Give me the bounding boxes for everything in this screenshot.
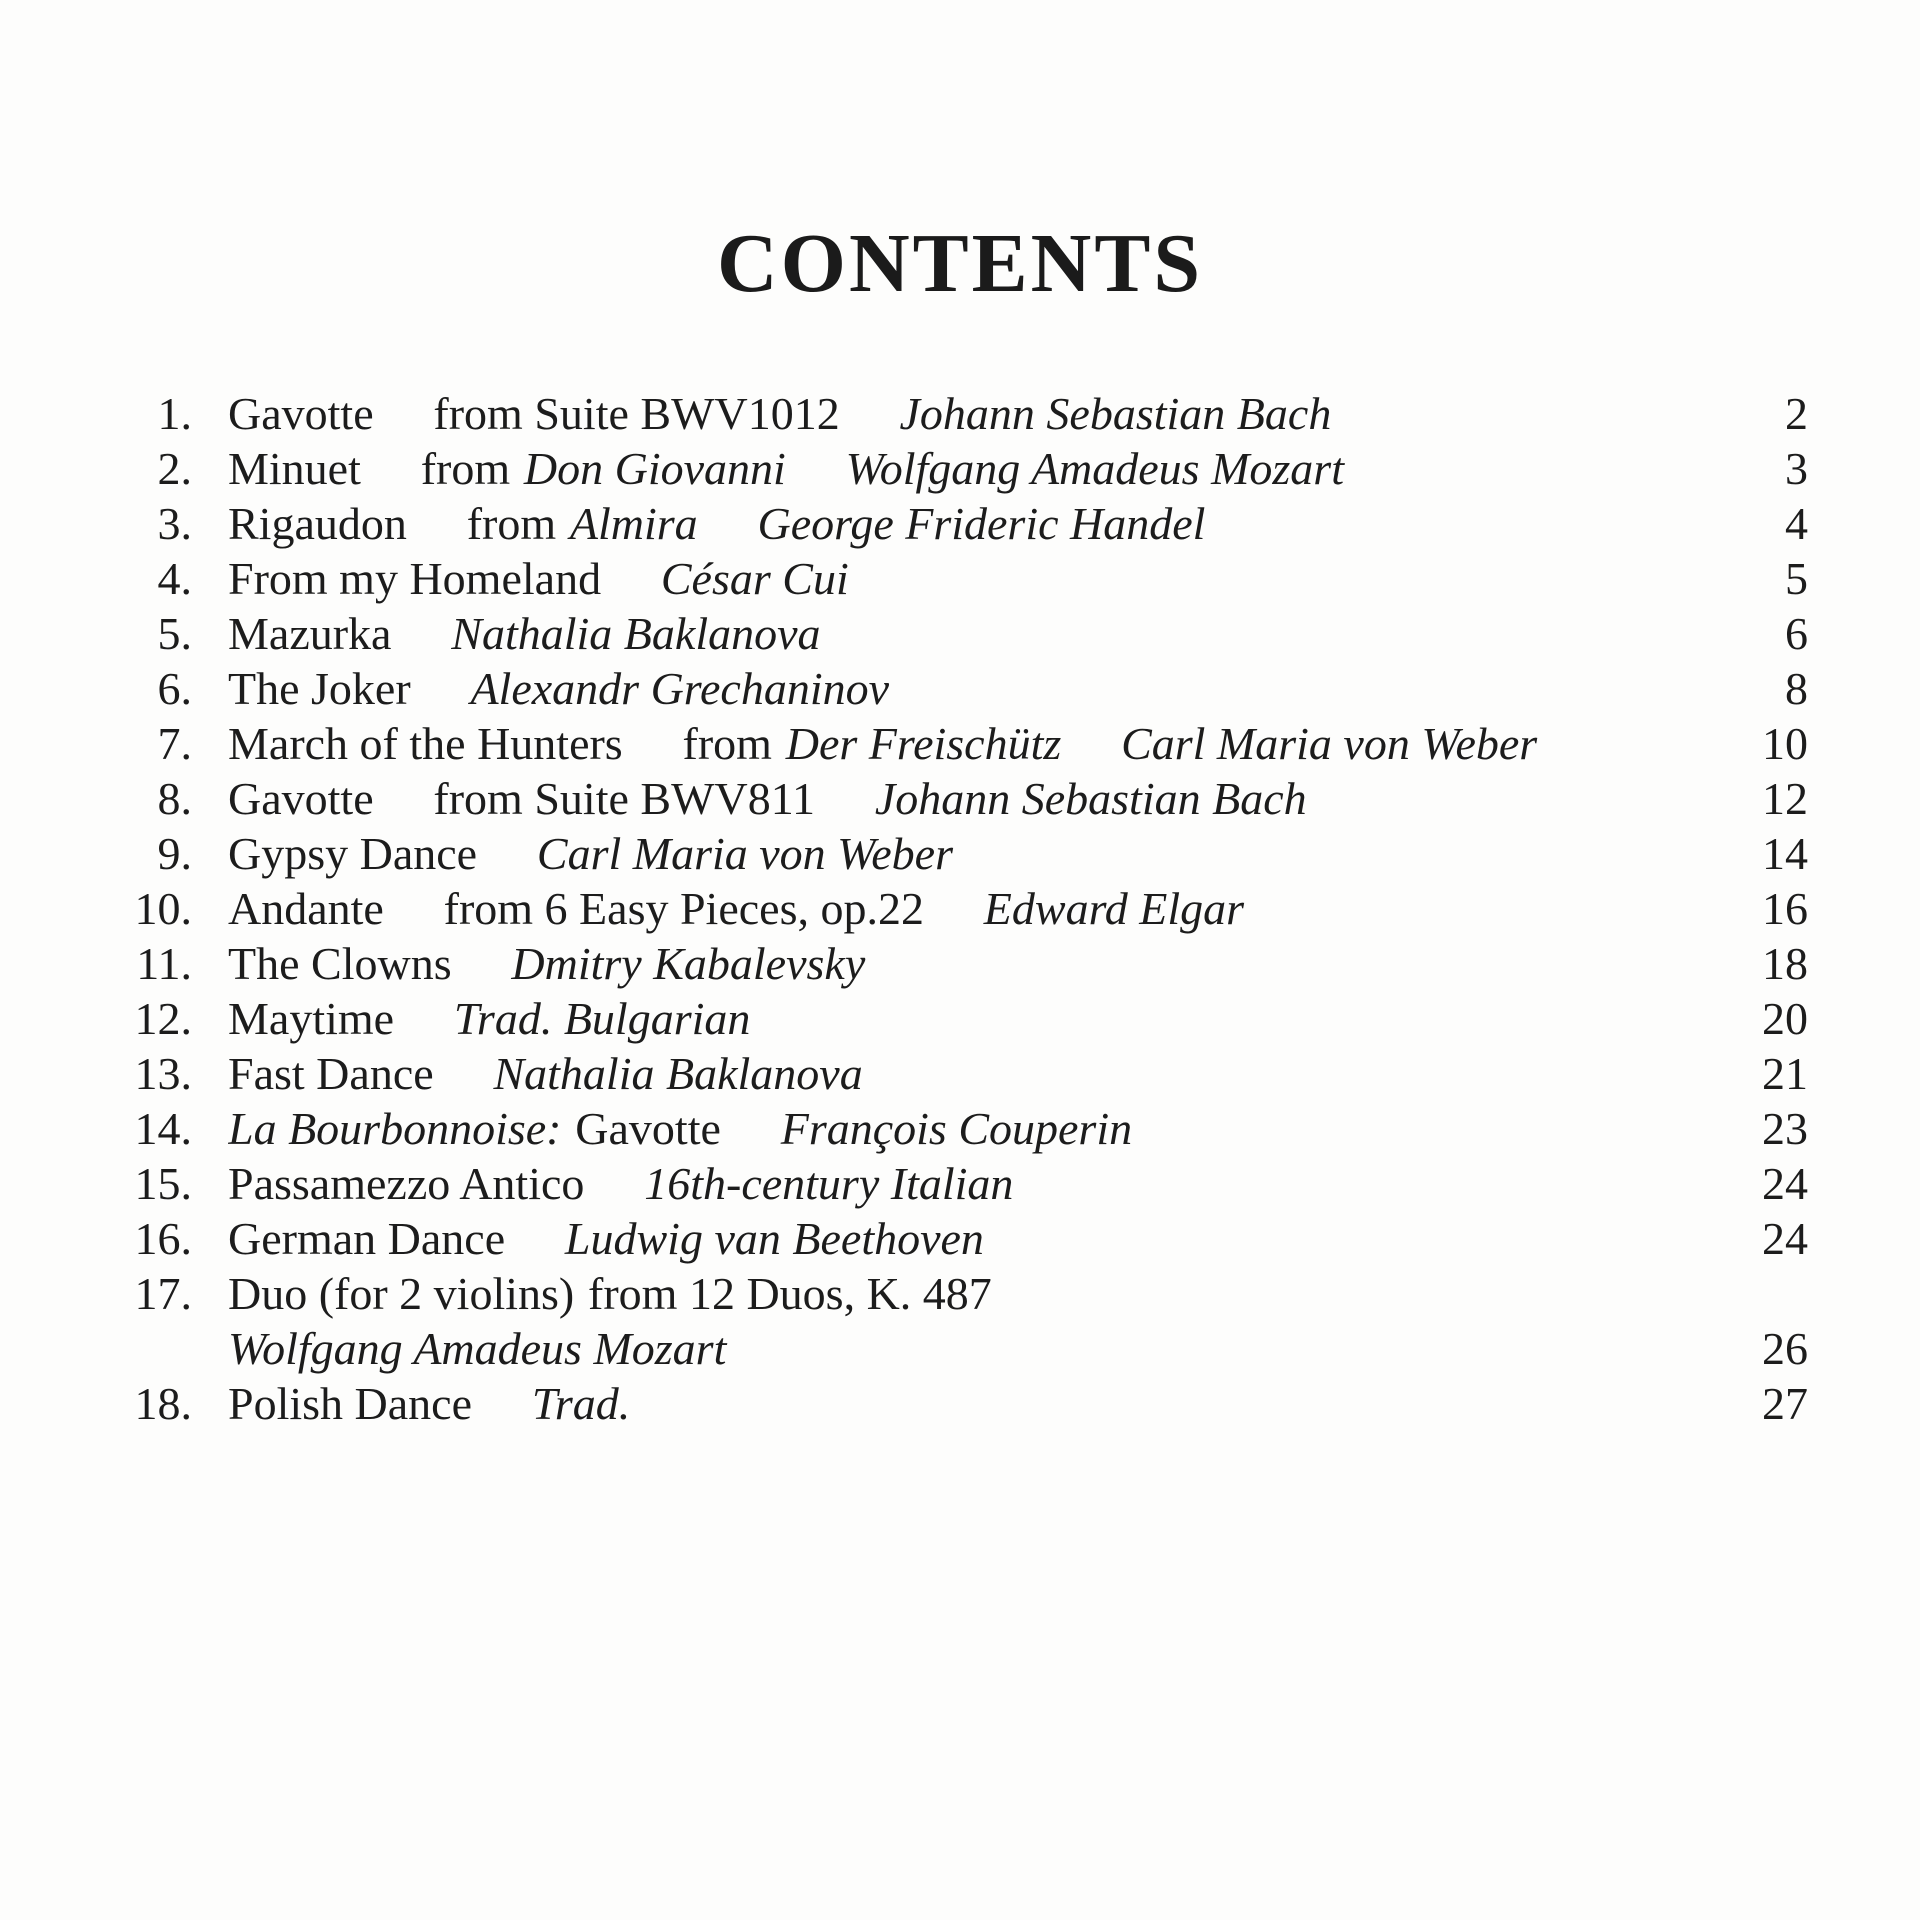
toc-row (120, 496, 1808, 551)
row-number: 6. (157, 663, 192, 714)
row-number: 10. (134, 883, 192, 934)
entry-chunk (444, 883, 924, 934)
row-number: 4. (157, 553, 192, 604)
entry-chunk (228, 1268, 992, 1319)
entry-chunk (228, 1103, 721, 1154)
entry-segment: César Cui (660, 553, 849, 604)
row-page: 26 (1762, 1323, 1808, 1374)
row-page: 10 (1762, 718, 1808, 769)
entry-chunk (228, 388, 374, 439)
entry-chunk (228, 608, 391, 659)
entry-segment: Polish Dance (228, 1378, 473, 1429)
toc-row (120, 441, 1808, 496)
row-page: 6 (1785, 608, 1808, 659)
entry-segment: Duo (for 2 violins) (228, 1268, 575, 1319)
row-number: 3. (157, 498, 192, 549)
entry-chunk (433, 388, 839, 439)
toc-row (120, 936, 1808, 991)
entry-chunk (433, 773, 815, 824)
row-entry (228, 716, 1742, 771)
row-number: 15. (134, 1158, 192, 1209)
entry-segment: Gypsy Dance (228, 828, 478, 879)
row-page: 8 (1785, 663, 1808, 714)
entry-segment: 16th-century Italian (644, 1158, 1014, 1209)
row-entry (228, 606, 1765, 661)
entry-segment: from (420, 443, 511, 494)
entry-segment: Don Giovanni (523, 443, 786, 494)
entry-chunk (757, 498, 1205, 549)
toc-row (120, 1156, 1808, 1211)
row-entry (228, 881, 1742, 936)
entry-chunk (1121, 718, 1537, 769)
entry-chunk (470, 663, 889, 714)
row-page: 23 (1762, 1103, 1808, 1154)
row-page: 4 (1785, 498, 1808, 549)
toc-row (120, 1266, 1808, 1321)
entry-chunk (228, 1213, 505, 1264)
row-entry (228, 936, 1742, 991)
entry-segment: Wolfgang Amadeus Mozart (845, 443, 1344, 494)
row-number: 11. (136, 938, 192, 989)
entry-chunk (644, 1158, 1013, 1209)
entry-segment: from 12 Duos, K. 487 (588, 1268, 992, 1319)
row-entry (228, 1266, 1788, 1321)
toc-row (120, 1101, 1808, 1156)
entry-chunk (683, 718, 1062, 769)
row-number: 16. (134, 1213, 192, 1264)
row-entry (228, 1321, 1742, 1376)
toc-row (120, 1046, 1808, 1101)
entry-segment: Mazurka (228, 608, 392, 659)
entry-chunk (984, 883, 1244, 934)
entry-chunk (228, 553, 601, 604)
row-page: 5 (1785, 553, 1808, 604)
entry-chunk (781, 1103, 1132, 1154)
toc-row (120, 771, 1808, 826)
row-entry (228, 771, 1742, 826)
entry-segment: March of the Hunters (228, 718, 623, 769)
row-entry (228, 441, 1765, 496)
entry-segment: Dmitry Kabalevsky (511, 938, 866, 989)
row-number: 9. (157, 828, 192, 879)
row-number: 14. (134, 1103, 192, 1154)
toc-row (120, 991, 1808, 1046)
toc-row (120, 1376, 1808, 1431)
entry-segment: Maytime (228, 993, 395, 1044)
entry-segment: Der Freischütz (785, 718, 1062, 769)
entry-segment: Almira (569, 498, 698, 549)
entry-chunk (228, 883, 384, 934)
entry-chunk (454, 993, 751, 1044)
row-page: 24 (1762, 1213, 1808, 1264)
row-number: 17. (134, 1268, 192, 1319)
toc-row (120, 551, 1808, 606)
toc-row (120, 716, 1808, 771)
row-page: 3 (1785, 443, 1808, 494)
row-number: 18. (134, 1378, 192, 1429)
entry-segment: Ludwig van Beethoven (564, 1213, 984, 1264)
row-entry (228, 826, 1742, 881)
row-number: 5. (157, 608, 192, 659)
entry-chunk (493, 1048, 862, 1099)
entry-chunk (532, 1378, 630, 1429)
row-number: 13. (134, 1048, 192, 1099)
toc-row (120, 386, 1808, 441)
row-page: 21 (1762, 1048, 1808, 1099)
entry-segment: Rigaudon (228, 498, 407, 549)
row-entry (228, 386, 1765, 441)
toc-row (120, 1321, 1808, 1376)
entry-segment: Johann Sebastian Bach (899, 388, 1332, 439)
entry-segment: Gavotte (228, 773, 374, 824)
entry-segment: Minuet (228, 443, 361, 494)
entry-segment: Johann Sebastian Bach (874, 773, 1307, 824)
toc-row (120, 606, 1808, 661)
row-number: 1. (157, 388, 192, 439)
row-page: 18 (1762, 938, 1808, 989)
entry-segment: Edward Elgar (983, 883, 1245, 934)
toc-row (120, 1211, 1808, 1266)
entry-segment: George Frideric Handel (757, 498, 1206, 549)
entry-segment: La Bourbonnoise: (228, 1103, 562, 1154)
row-page: 24 (1762, 1158, 1808, 1209)
entry-segment: Gavotte (575, 1103, 721, 1154)
entry-chunk (228, 718, 623, 769)
row-entry (228, 991, 1742, 1046)
entry-chunk (228, 663, 411, 714)
entry-chunk (228, 443, 361, 494)
entry-chunk (900, 388, 1332, 439)
toc-row (120, 661, 1808, 716)
entry-chunk (565, 1213, 984, 1264)
row-entry (228, 1156, 1742, 1211)
entry-segment: from (466, 498, 557, 549)
row-number: 7. (157, 718, 192, 769)
entry-chunk (228, 1378, 472, 1429)
toc-list (0, 386, 1920, 1431)
entry-segment: German Dance (228, 1213, 506, 1264)
row-entry (228, 496, 1765, 551)
row-number: 8. (157, 773, 192, 824)
entry-segment: Alexandr Grechaninov (470, 663, 890, 714)
row-entry (228, 1211, 1742, 1266)
entry-segment: Trad. Bulgarian (453, 993, 751, 1044)
entry-chunk (467, 498, 698, 549)
page-title: CONTENTS (716, 217, 1204, 310)
entry-segment: François Couperin (780, 1103, 1133, 1154)
row-page: 27 (1762, 1378, 1808, 1429)
row-number: 2. (157, 443, 192, 494)
entry-chunk (451, 608, 820, 659)
entry-segment: Nathalia Baklanova (451, 608, 821, 659)
entry-chunk (228, 993, 394, 1044)
row-page: 14 (1762, 828, 1808, 879)
entry-segment: Fast Dance (228, 1048, 434, 1099)
entry-segment: Nathalia Baklanova (493, 1048, 863, 1099)
entry-chunk (228, 498, 407, 549)
row-entry (228, 551, 1765, 606)
entry-chunk (537, 828, 953, 879)
entry-chunk (228, 1323, 726, 1374)
entry-chunk (228, 828, 477, 879)
entry-segment: Trad. (531, 1378, 631, 1429)
row-page: 16 (1762, 883, 1808, 934)
entry-segment: Andante (228, 883, 384, 934)
entry-chunk (228, 773, 374, 824)
entry-chunk (228, 938, 452, 989)
entry-segment: from (682, 718, 772, 769)
entry-segment: Carl Maria von Weber (1121, 718, 1538, 769)
row-entry (228, 1101, 1742, 1156)
entry-segment: Wolfgang Amadeus Mozart (228, 1323, 727, 1374)
entry-segment: Carl Maria von Weber (536, 828, 954, 879)
entry-chunk (228, 1048, 434, 1099)
entry-segment: Gavotte (228, 388, 374, 439)
entry-chunk (661, 553, 849, 604)
entry-chunk (421, 443, 786, 494)
row-page: 12 (1762, 773, 1808, 824)
row-entry (228, 1046, 1742, 1101)
entry-segment: From my Homeland (228, 553, 602, 604)
row-page: 20 (1762, 993, 1808, 1044)
entry-chunk (875, 773, 1307, 824)
row-entry (228, 661, 1765, 716)
entry-segment: Passamezzo Antico (228, 1158, 585, 1209)
toc-row (120, 826, 1808, 881)
entry-chunk (228, 1158, 584, 1209)
toc-row (120, 881, 1808, 936)
entry-segment: The Clowns (228, 938, 452, 989)
entry-segment: from Suite BWV811 (433, 773, 816, 824)
entry-chunk (511, 938, 865, 989)
row-entry (228, 1376, 1742, 1431)
entry-segment: The Joker (228, 663, 411, 714)
row-number: 12. (134, 993, 192, 1044)
entry-segment: from 6 Easy Pieces, op.22 (443, 883, 924, 934)
entry-segment: from Suite BWV1012 (433, 388, 840, 439)
entry-chunk (846, 443, 1344, 494)
row-page: 2 (1785, 388, 1808, 439)
